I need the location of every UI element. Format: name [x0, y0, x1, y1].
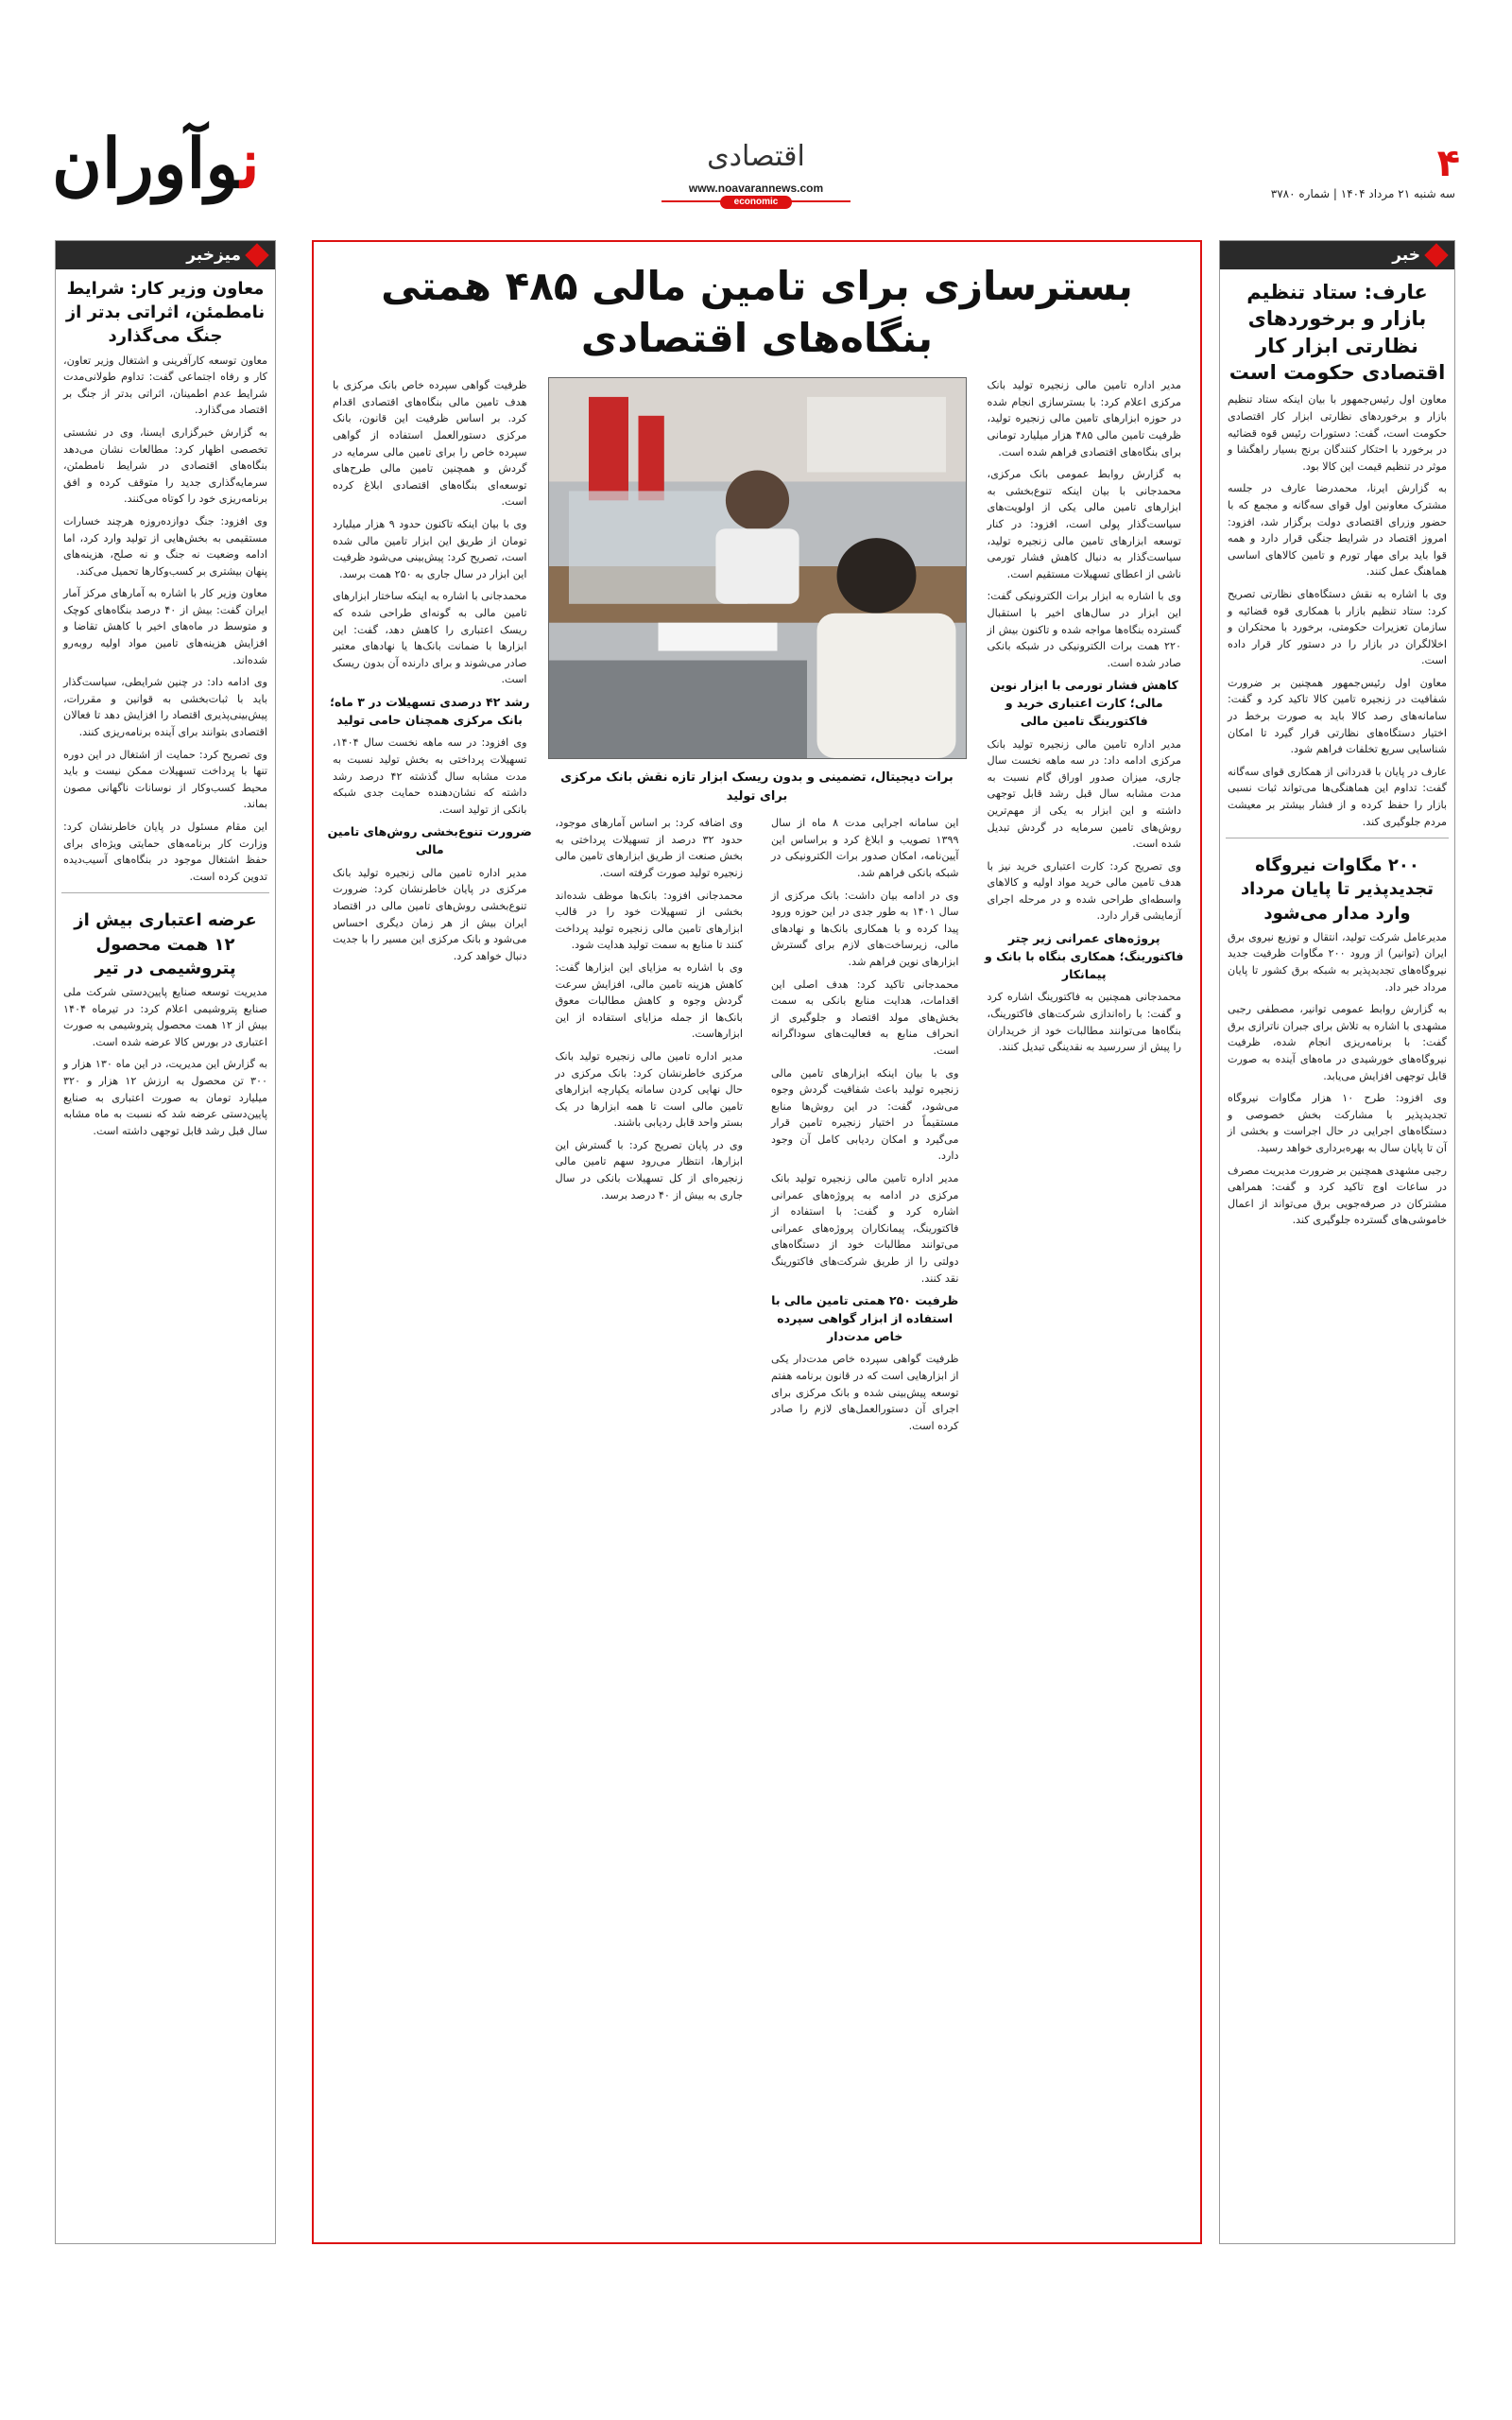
story-headline[interactable]: عارف: ستاد تنظیم بازار و برخوردهای نظارتی ابزار کار اقتصادی حکومت است	[1228, 281, 1446, 385]
subheading: ضرورت تنوع‌بخشی روش‌های تامین مالی	[327, 824, 532, 857]
bank-counter-photo	[548, 377, 967, 759]
site-url[interactable]: www.noavarannews.com	[688, 182, 824, 195]
section-title: اقتصادی	[707, 140, 805, 173]
main-story	[312, 240, 1202, 2244]
masthead	[0, 0, 1512, 227]
story-headline[interactable]: ۲۰۰ مگاوات نیروگاه تجدیدپذیر تا پایان مرداد وارد مدار می‌شود	[1240, 856, 1435, 924]
story-body: معاون اول رئیس‌جمهور با بیان اینکه ستاد تنظیم بازار و برخوردهای نظارتی ابزار کار اقتصادی حکومت است، گفت: دستورات رئیس قوه قضائیه در برخورد با احتکار کنندگان برنج بسیار راهگشا و موثر در تنظیم قیمت این کالا بود. به گزارش ایرنا، محمدرضا عارف در جلسه مشترک معاونین اول قوای سه‌گانه و مجمع که با حضور وزرای اقتصادی دولت برگزار شد، افزود: امروز اقتصاد در شرایط جنگی قرار دارد و همه قوا باید برای مهار تورم و تامین کالاهای اساسی هماهنگ عمل کنند. وی با اشاره به نقش دستگاه‌های نظارتی تصریح کرد: ستاد تنظیم بازار با همکاری قوه قضائیه و سازمان تعزیرات حکومتی، برخورد با محتکران و اخلالگران در بازار را در دستور کار قرار داده است. معاون اول رئیس‌جمهور همچنین بر ضرورت شفافیت در زنجیره تامین کالا تاکید کرد و گفت: سامانه‌های رصد کالا باید به صورت برخط در اختیار دستگاه‌های نظارتی قرار گیرد تا امکان شناسایی سریع تخلفات فراهم شود. عارف در پایان با قدردانی از همکاری قوای سه‌گانه گفت: تداوم این هماهنگی‌ها می‌تواند ثبات نسبی بازار را حفظ کرده و از فشار بیشتر بر معیشت مردم جلوگیری کند.	[1228, 393, 1447, 828]
news-column	[1219, 240, 1455, 2244]
story-headline[interactable]: عرضه اعتباری بیش از ۱۲ همت محصول پتروشیمی در تیر	[74, 910, 257, 978]
story-body: مدیرعامل شرکت تولید، انتقال و توزیع نیروی برق ایران (توانیر) از ورود ۲۰۰ مگاوات ظرفیت جدید نیروگاه‌های تجدیدپذیر به شبکه برق کشور تا پایان مرداد خبر داد. به گزارش روابط عمومی توانیر، مصطفی رجبی مشهدی با اشاره به تلاش برای جبران ناترازی برق گفت: با برنامه‌ریزی انجام شده، ظرفیت نیروگاه‌های خورشیدی در ماه‌های آینده به صورت قابل توجهی افزایش می‌یابد. وی افزود: طرح ۱۰ هزار مگاوات نیروگاه تجدیدپذیر با مشارکت بخش خصوصی و دستگاه‌های اجرایی در حال اجراست و بخشی از آن تا پایان سال به بهره‌برداری خواهد رسید. رجبی مشهدی همچنین بر ضرورت مدیریت مصرف در ساعات اوج تاکید کرد و گفت: همراهی مشترکان در صرفه‌جویی برق می‌تواند از اعمال خاموشی‌های گسترده جلوگیری کند.	[1228, 930, 1447, 1227]
issue-date-line: سه شنبه ۲۱ مرداد ۱۴۰۴ | شماره ۳۷۸۰	[1270, 187, 1455, 200]
news-desk-column	[55, 240, 276, 2244]
story-body: مدیریت توسعه صنایع پایین‌دستی شرکت ملی صنایع پتروشیمی اعلام کرد: در تیرماه ۱۴۰۴ بیش از ۱۲ همت محصول پتروشیمی به صورت اعتباری در بورس کالا عرضه شده است. به گزارش این مدیریت، در این ماه ۱۳۰ هزار و ۳۰۰ تن محصول به ارزش ۱۲ هزار و ۳۲۰ میلیارد تومان به صورت اعتباری به صنایع پایین‌دستی عرضه شد که نسبت به ماه مشابه سال قبل رشد قابل توجهی داشته است.	[63, 985, 267, 1137]
subheading: ظرفیت ۲۵۰ همتی تامین مالی با استفاده از ابزار گواهی سپرده خاص مدت‌دار	[771, 1293, 959, 1343]
divider	[61, 892, 269, 893]
section-label: economic	[720, 196, 792, 209]
story-column: این سامانه اجرایی مدت ۸ ماه از سال ۱۳۹۹ تصویب و ابلاغ کرد و براساس این آیین‌نامه، امکان صدور برات الکترونیکی در شبکه بانکی فراهم شد. وی در ادامه بیان داشت: بانک مرکزی از سال ۱۴۰۱ به طور جدی در این حوزه ورود پیدا کرده و با همکاری بانک‌ها و نهادهای مالی، زیرساخت‌های لازم برای گسترش ابزارهای نوین فراهم شد. محمدجانی تاکید کرد: هدف اصلی این اقدامات، هدایت منابع بانکی به سمت بخش‌های مولد اقتصاد و جلوگیری از انحراف منابع به فعالیت‌های سوداگرانه است. وی با بیان اینکه ابزارهای تامین مالی زنجیره تولید باعث شفافیت گردش وجوه می‌شود، گفت: در این روش‌ها منابع مستقیماً در اختیار زنجیره تامین قرار می‌گیرد و امکان ردیابی کامل آن وجود دارد. مدیر اداره تامین مالی زنجیره تولید بانک مرکزی در ادامه به پروژه‌های عمرانی اشاره کرد و گفت: با استفاده از فاکتورینگ، پیمانکاران پروژه‌های عمرانی می‌توانند مطالبات خود از دستگاه‌های دولتی را از طریق شرکت‌های فاکتورینگ نقد کنند. ظرفیت ۲۵۰ همتی تامین مالی با استفاده از ابزار گواهی سپرده خاص مدت‌دار ظرفیت گواهی سپرده خاص مدت‌دار یکی از ابزارهایی است که در قانون برنامه هفتم توسعه پیش‌بینی شده و بانک مرکزی برای اجرای آن دستورالعمل‌های لازم را صادر کرده است.	[764, 815, 967, 2244]
story-subcolumns	[548, 815, 967, 2244]
story-body: معاون توسعه کارآفرینی و اشتغال وزیر تعاون، کار و رفاه اجتماعی گفت: تداوم طولانی‌مدت شرایط عدم اطمینان، اثراتی بدتر از جنگ بر اقتصاد می‌گذارد. به گزارش خبرگزاری ایسنا، وی در نشستی تخصصی اظهار کرد: مطالعات نشان می‌دهد بنگاه‌های اقتصادی در شرایط نامطمئن، سرمایه‌گذاری جدید را متوقف کرده و افق برنامه‌ریزی خود را کوتاه می‌کنند. وی افزود: جنگ دوازده‌روزه هرچند خسارات مستقیمی به بخش‌هایی از تولید وارد کرد، اما ادامه وضعیت نه جنگ و نه صلح، هزینه‌های پنهان بیشتری بر کسب‌وکارها تحمیل می‌کند. معاون وزیر کار با اشاره به آمارهای مرکز آمار ایران گفت: بیش از ۴۰ درصد بنگاه‌های کوچک و متوسط در ماه‌های اخیر با کاهش تقاضا و افزایش هزینه‌های تامین مواد اولیه روبه‌رو شده‌اند. وی ادامه داد: در چنین شرایطی، سیاست‌گذار باید با ثبات‌بخشی به قوانین و مقررات، پیش‌بینی‌پذیری اقتصاد را افزایش دهد تا فعالان اقتصادی بتوانند برای آینده برنامه‌ریزی کنند. وی تصریح کرد: حمایت از اشتغال در این دوره تنها با پرداخت تسهیلات ممکن نیست و باید محیط کسب‌وکار از نوسانات ناگهانی مصون بماند. این مقام مسئول در پایان خاطرنشان کرد: وزارت کار برنامه‌های حمایتی ویژه‌ای برای حفظ اشتغال موجود در بنگاه‌های آسیب‌دیده تدوین کرده است.	[63, 354, 268, 883]
main-headline[interactable]: بسترسازی برای تامین مالی ۴۸۵ همتی بنگاه‌های اقتصادی	[381, 263, 1133, 361]
news-desk-header: میزخبر	[56, 241, 275, 269]
main-story-columns	[325, 377, 1189, 2244]
story-column: مدیر اداره تامین مالی زنجیره تولید بانک مرکزی اعلام کرد: با بسترسازی انجام شده در حوزه ابزارهای تامین مالی زنجیره تولید، ظرفیت تامین مالی ۴۸۵ هزار میلیارد تومانی برای بنگاه‌های اقتصادی فراهم شده است. به گزارش روابط عمومی بانک مرکزی، محمدجانی با بیان اینکه تنوع‌بخشی به ابزارهای تامین مالی یکی از اولویت‌های سیاست‌گذار پولی است، افزود: در کنار توسعه ابزارهای تامین مالی زنجیره تولید، سیاست‌گذار به دنبال کاهش فشار تورمی ناشی از اعطای تسهیلات مستقیم است. وی با اشاره به ابزار برات الکترونیکی گفت: این ابزار در سال‌های اخیر با استقبال گسترده بنگاه‌ها مواجه شده و تاکنون بیش از ۲۲۰ همت برات الکترونیکی در شبکه بانکی صادر شده است. کاهش فشار تورمی با ابزار نوین مالی؛ کارت اعتباری خرید و فاکتورینگ تامین مالی مدیر اداره تامین مالی زنجیره تولید بانک مرکزی ادامه داد: در سه ماهه نخست سال جاری، میزان صدور اوراق گام نسبت به مدت مشابه سال قبل رشد قابل توجهی داشته و این ابزار به یکی از مهم‌ترین روش‌های تامین سرمایه در گردش تبدیل شده است. وی تصریح کرد: کارت اعتباری خرید نیز با هدف تامین مالی خرید مواد اولیه و کالاهای واسطه‌ای طراحی شده و در مرحله اجرای آزمایشی قرار دارد. پروژه‌های عمرانی زیر چتر فاکتورینگ؛ همکاری بنگاه با بانک و پیمانکار محمدجانی همچنین به فاکتورینگ اشاره کرد و گفت: با راه‌اندازی شرکت‌های فاکتورینگ، بنگاه‌ها می‌توانند مطالبات خود از خریداران را پیش از سررسید به نقدینگی تبدیل کنند.	[980, 377, 1190, 2244]
story-column: وی اضافه کرد: بر اساس آمارهای موجود، حدود ۳۲ درصد از تسهیلات پرداختی به بخش صنعت از طریق ابزارهای تامین مالی زنجیره تولید صورت گرفته است. محمدجانی افزود: بانک‌ها موظف شده‌اند بخشی از تسهیلات خود را در قالب ابزارهای تامین مالی زنجیره تولید پرداخت کنند تا منابع به سمت تولید هدایت شود. وی با اشاره به مزایای این ابزارها گفت: کاهش هزینه تامین مالی، افزایش سرعت گردش وجوه و کاهش مطالبات معوق بانک‌ها از جمله مزایای استفاده از این ابزارهاست. مدیر اداره تامین مالی زنجیره تولید بانک مرکزی خاطرنشان کرد: بانک مرکزی در حال نهایی کردن سامانه یکپارچه ابزارهای تامین مالی است تا همه ابزارها در یک بستر واحد قابل ردیابی باشند. وی در پایان تصریح کرد: با گسترش این ابزارها، انتظار می‌رود سهم تامین مالی زنجیره‌ای از کل تسهیلات بانکی در سال جاری به بیش از ۴۰ درصد برسد.	[555, 817, 743, 1201]
diamond-icon	[245, 243, 268, 267]
story-headline[interactable]: معاون وزیر کار: شرایط نامطمئن، اثراتی بدتر از جنگ می‌گذارد	[65, 279, 266, 347]
subheading: رشد ۴۲ درصدی تسهیلات در ۳ ماه؛ بانک مرکزی همچنان حامی تولید	[330, 694, 530, 727]
diamond-icon	[1424, 243, 1448, 267]
photo-zone	[548, 377, 967, 2244]
newspaper-logo[interactable]: نوآوران	[52, 123, 260, 203]
page-number: ۴	[1436, 142, 1460, 185]
photo-caption: برات دیجیتال، تضمینی و بدون ریسک ابزار تازه نقش بانک مرکزی برای تولید	[560, 770, 954, 804]
news-column-header: خبر	[1220, 241, 1454, 269]
story-column: ظرفیت گواهی سپرده خاص بانک مرکزی با هدف تامین مالی بنگاه‌های اقتصادی اقدام کرد. بر اساس ظرفیت این قانون، بانک مرکزی دستورالعمل استفاده از گواهی سپرده خاص را برای تامین مالی سرمایه در گردش و همچنین تامین مالی طرح‌های توسعه‌ای بنگاه‌های اقتصادی ابلاغ کرده است. وی با بیان اینکه تاکنون حدود ۹ هزار میلیارد تومان از طریق این ابزار تامین مالی شده است، تصریح کرد: پیش‌بینی می‌شود ظرفیت این ابزار در سال جاری به ۲۵۰ همت برسد. محمدجانی با اشاره به اینکه ساختار ابزارهای تامین مالی به گونه‌ای طراحی شده که ریسک اعتباری را کاهش دهد، گفت: این ابزارها با ضمانت بانک‌ها یا نهادهای معتبر صادر می‌شوند و برای دارنده آن بدون ریسک است. رشد ۴۲ درصدی تسهیلات در ۳ ماه؛ بانک مرکزی همچنان حامی تولید وی افزود: در سه ماهه نخست سال ۱۴۰۴، تسهیلات پرداختی به بخش تولید نسبت به مدت مشابه سال گذشته ۴۲ درصد رشد داشته که نشان‌دهنده حمایت جدی شبکه بانکی از تولید است. ضرورت تنوع‌بخشی روش‌های تامین مالی مدیر اداره تامین مالی زنجیره تولید بانک مرکزی در پایان خاطرنشان کرد: ضرورت تنوع‌بخشی روش‌های تامین مالی در اقتصاد ایران بیش از هر زمان دیگری احساس می‌شود و بانک مرکزی این مسیر را با جدیت دنبال خواهد کرد.	[325, 377, 535, 2244]
subheading: پروژه‌های عمرانی زیر چتر فاکتورینگ؛ همکاری بنگاه با بانک و پیمانکار	[985, 931, 1184, 981]
subheading: کاهش فشار تورمی با ابزار نوین مالی؛ کارت اعتباری خرید و فاکتورینگ تامین مالی	[989, 678, 1178, 728]
